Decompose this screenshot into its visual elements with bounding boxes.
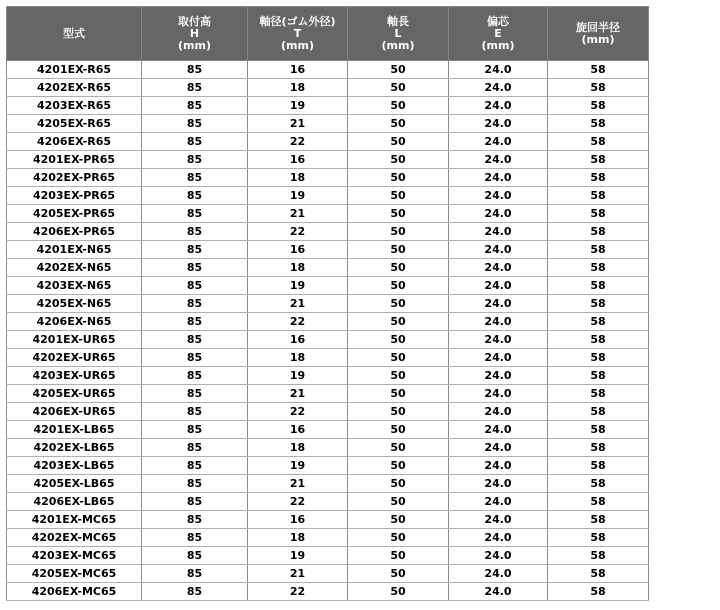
cell-mount-height: 85 bbox=[142, 133, 248, 151]
table-header bbox=[7, 7, 649, 61]
cell-swing-radius: 58 bbox=[548, 79, 649, 97]
cell-eccentricity: 24.0 bbox=[449, 511, 548, 529]
cell-swing-radius: 58 bbox=[548, 205, 649, 223]
cell-eccentricity: 24.0 bbox=[449, 223, 548, 241]
cell-eccentricity: 24.0 bbox=[449, 349, 548, 367]
cell-model: 4202EX-UR65 bbox=[7, 349, 142, 367]
cell-swing-radius: 58 bbox=[548, 187, 649, 205]
cell-mount-height: 85 bbox=[142, 403, 248, 421]
table-row bbox=[7, 133, 649, 151]
table-row bbox=[7, 61, 649, 79]
cell-shaft-diameter: 21 bbox=[248, 385, 348, 403]
cell-mount-height: 85 bbox=[142, 79, 248, 97]
cell-model: 4203EX-PR65 bbox=[7, 187, 142, 205]
cell-model: 4206EX-UR65 bbox=[7, 403, 142, 421]
cell-model: 4202EX-N65 bbox=[7, 259, 142, 277]
cell-shaft-length: 50 bbox=[348, 313, 449, 331]
cell-shaft-diameter: 16 bbox=[248, 421, 348, 439]
cell-mount-height: 85 bbox=[142, 457, 248, 475]
cell-model: 4202EX-R65 bbox=[7, 79, 142, 97]
cell-eccentricity: 24.0 bbox=[449, 367, 548, 385]
header-line: 軸径(ゴム外径) bbox=[259, 14, 336, 28]
table-row bbox=[7, 187, 649, 205]
cell-mount-height: 85 bbox=[142, 367, 248, 385]
cell-mount-height: 85 bbox=[142, 151, 248, 169]
cell-model: 4206EX-PR65 bbox=[7, 223, 142, 241]
table-row bbox=[7, 367, 649, 385]
cell-mount-height: 85 bbox=[142, 583, 248, 601]
table-row bbox=[7, 169, 649, 187]
cell-swing-radius: 58 bbox=[548, 565, 649, 583]
cell-shaft-length: 50 bbox=[348, 259, 449, 277]
cell-shaft-diameter: 19 bbox=[248, 457, 348, 475]
header-line: 軸長 bbox=[387, 14, 409, 28]
cell-swing-radius: 58 bbox=[548, 313, 649, 331]
cell-eccentricity: 24.0 bbox=[449, 565, 548, 583]
cell-model: 4202EX-PR65 bbox=[7, 169, 142, 187]
cell-shaft-diameter: 19 bbox=[248, 97, 348, 115]
cell-shaft-length: 50 bbox=[348, 583, 449, 601]
table-row bbox=[7, 313, 649, 331]
cell-shaft-diameter: 19 bbox=[248, 367, 348, 385]
cell-shaft-diameter: 16 bbox=[248, 331, 348, 349]
cell-shaft-diameter: 16 bbox=[248, 241, 348, 259]
cell-swing-radius: 58 bbox=[548, 97, 649, 115]
cell-model: 4205EX-PR65 bbox=[7, 205, 142, 223]
header-line: (mm) bbox=[281, 38, 314, 52]
cell-eccentricity: 24.0 bbox=[449, 151, 548, 169]
cell-shaft-diameter: 21 bbox=[248, 565, 348, 583]
cell-shaft-length: 50 bbox=[348, 493, 449, 511]
header-shaft-length bbox=[348, 7, 449, 61]
cell-model: 4205EX-UR65 bbox=[7, 385, 142, 403]
table-row bbox=[7, 97, 649, 115]
cell-eccentricity: 24.0 bbox=[449, 259, 548, 277]
cell-eccentricity: 24.0 bbox=[449, 277, 548, 295]
cell-eccentricity: 24.0 bbox=[449, 457, 548, 475]
cell-mount-height: 85 bbox=[142, 61, 248, 79]
cell-mount-height: 85 bbox=[142, 547, 248, 565]
cell-shaft-length: 50 bbox=[348, 187, 449, 205]
header-line: (mm) bbox=[178, 38, 211, 52]
cell-shaft-length: 50 bbox=[348, 457, 449, 475]
cell-mount-height: 85 bbox=[142, 349, 248, 367]
table-row bbox=[7, 79, 649, 97]
cell-model: 4201EX-MC65 bbox=[7, 511, 142, 529]
cell-shaft-length: 50 bbox=[348, 403, 449, 421]
cell-eccentricity: 24.0 bbox=[449, 439, 548, 457]
cell-model: 4205EX-LB65 bbox=[7, 475, 142, 493]
table-row bbox=[7, 151, 649, 169]
cell-eccentricity: 24.0 bbox=[449, 331, 548, 349]
cell-swing-radius: 58 bbox=[548, 151, 649, 169]
cell-eccentricity: 24.0 bbox=[449, 79, 548, 97]
cell-eccentricity: 24.0 bbox=[449, 583, 548, 601]
cell-shaft-diameter: 21 bbox=[248, 475, 348, 493]
cell-eccentricity: 24.0 bbox=[449, 61, 548, 79]
cell-shaft-length: 50 bbox=[348, 421, 449, 439]
cell-eccentricity: 24.0 bbox=[449, 115, 548, 133]
cell-mount-height: 85 bbox=[142, 421, 248, 439]
cell-mount-height: 85 bbox=[142, 169, 248, 187]
cell-model: 4202EX-MC65 bbox=[7, 529, 142, 547]
cell-eccentricity: 24.0 bbox=[449, 205, 548, 223]
cell-swing-radius: 58 bbox=[548, 493, 649, 511]
cell-shaft-length: 50 bbox=[348, 115, 449, 133]
table-row bbox=[7, 511, 649, 529]
cell-mount-height: 85 bbox=[142, 385, 248, 403]
cell-model: 4201EX-UR65 bbox=[7, 331, 142, 349]
cell-mount-height: 85 bbox=[142, 115, 248, 133]
cell-mount-height: 85 bbox=[142, 205, 248, 223]
cell-model: 4202EX-LB65 bbox=[7, 439, 142, 457]
cell-swing-radius: 58 bbox=[548, 367, 649, 385]
cell-shaft-diameter: 19 bbox=[248, 277, 348, 295]
cell-swing-radius: 58 bbox=[548, 295, 649, 313]
cell-shaft-diameter: 22 bbox=[248, 493, 348, 511]
header-line: L bbox=[394, 26, 402, 40]
header-shaft-diameter bbox=[248, 7, 348, 61]
cell-shaft-length: 50 bbox=[348, 385, 449, 403]
cell-swing-radius: 58 bbox=[548, 133, 649, 151]
table-row bbox=[7, 565, 649, 583]
cell-mount-height: 85 bbox=[142, 277, 248, 295]
cell-swing-radius: 58 bbox=[548, 385, 649, 403]
cell-swing-radius: 58 bbox=[548, 331, 649, 349]
cell-swing-radius: 58 bbox=[548, 223, 649, 241]
table-row bbox=[7, 475, 649, 493]
cell-shaft-diameter: 18 bbox=[248, 169, 348, 187]
cell-swing-radius: 58 bbox=[548, 511, 649, 529]
cell-shaft-length: 50 bbox=[348, 565, 449, 583]
cell-shaft-diameter: 16 bbox=[248, 61, 348, 79]
cell-shaft-length: 50 bbox=[348, 295, 449, 313]
cell-shaft-diameter: 18 bbox=[248, 529, 348, 547]
cell-model: 4203EX-UR65 bbox=[7, 367, 142, 385]
cell-mount-height: 85 bbox=[142, 187, 248, 205]
cell-eccentricity: 24.0 bbox=[449, 403, 548, 421]
cell-shaft-length: 50 bbox=[348, 511, 449, 529]
cell-shaft-diameter: 18 bbox=[248, 79, 348, 97]
cell-shaft-diameter: 19 bbox=[248, 187, 348, 205]
cell-model: 4201EX-R65 bbox=[7, 61, 142, 79]
cell-shaft-length: 50 bbox=[348, 475, 449, 493]
cell-mount-height: 85 bbox=[142, 565, 248, 583]
cell-swing-radius: 58 bbox=[548, 115, 649, 133]
cell-eccentricity: 24.0 bbox=[449, 187, 548, 205]
cell-model: 4205EX-N65 bbox=[7, 295, 142, 313]
table-row bbox=[7, 349, 649, 367]
cell-model: 4201EX-LB65 bbox=[7, 421, 142, 439]
cell-model: 4206EX-N65 bbox=[7, 313, 142, 331]
cell-shaft-length: 50 bbox=[348, 349, 449, 367]
table-row bbox=[7, 439, 649, 457]
cell-mount-height: 85 bbox=[142, 493, 248, 511]
cell-swing-radius: 58 bbox=[548, 439, 649, 457]
cell-mount-height: 85 bbox=[142, 529, 248, 547]
cell-mount-height: 85 bbox=[142, 97, 248, 115]
cell-model: 4203EX-R65 bbox=[7, 97, 142, 115]
table-row bbox=[7, 403, 649, 421]
header-line: T bbox=[293, 26, 302, 40]
table-row bbox=[7, 547, 649, 565]
header-line: H bbox=[189, 26, 200, 40]
table-row bbox=[7, 115, 649, 133]
cell-model: 4206EX-LB65 bbox=[7, 493, 142, 511]
cell-eccentricity: 24.0 bbox=[449, 313, 548, 331]
cell-shaft-diameter: 22 bbox=[248, 403, 348, 421]
cell-model: 4206EX-R65 bbox=[7, 133, 142, 151]
table-body bbox=[7, 61, 649, 601]
cell-eccentricity: 24.0 bbox=[449, 385, 548, 403]
cell-model: 4203EX-N65 bbox=[7, 277, 142, 295]
cell-shaft-length: 50 bbox=[348, 97, 449, 115]
spec-table bbox=[6, 6, 649, 601]
cell-model: 4203EX-MC65 bbox=[7, 547, 142, 565]
cell-eccentricity: 24.0 bbox=[449, 493, 548, 511]
cell-swing-radius: 58 bbox=[548, 403, 649, 421]
table-row bbox=[7, 295, 649, 313]
cell-eccentricity: 24.0 bbox=[449, 97, 548, 115]
cell-shaft-length: 50 bbox=[348, 79, 449, 97]
cell-eccentricity: 24.0 bbox=[449, 529, 548, 547]
header-line: (mm) bbox=[581, 32, 615, 46]
cell-mount-height: 85 bbox=[142, 223, 248, 241]
cell-swing-radius: 58 bbox=[548, 583, 649, 601]
header-line: 旋回半径 bbox=[576, 20, 620, 34]
cell-shaft-length: 50 bbox=[348, 205, 449, 223]
cell-swing-radius: 58 bbox=[548, 529, 649, 547]
header-line: 型式 bbox=[63, 26, 85, 40]
table-row bbox=[7, 223, 649, 241]
cell-shaft-diameter: 22 bbox=[248, 583, 348, 601]
cell-swing-radius: 58 bbox=[548, 475, 649, 493]
cell-eccentricity: 24.0 bbox=[449, 133, 548, 151]
cell-shaft-length: 50 bbox=[348, 169, 449, 187]
cell-swing-radius: 58 bbox=[548, 547, 649, 565]
cell-shaft-diameter: 22 bbox=[248, 133, 348, 151]
cell-swing-radius: 58 bbox=[548, 349, 649, 367]
header-model bbox=[7, 7, 142, 61]
cell-shaft-length: 50 bbox=[348, 331, 449, 349]
table-row bbox=[7, 583, 649, 601]
cell-shaft-diameter: 21 bbox=[248, 205, 348, 223]
table-row bbox=[7, 277, 649, 295]
header-line: 取付高 bbox=[178, 14, 211, 28]
cell-model: 4201EX-N65 bbox=[7, 241, 142, 259]
cell-shaft-diameter: 21 bbox=[248, 115, 348, 133]
cell-model: 4205EX-R65 bbox=[7, 115, 142, 133]
cell-shaft-length: 50 bbox=[348, 223, 449, 241]
cell-swing-radius: 58 bbox=[548, 457, 649, 475]
cell-model: 4203EX-LB65 bbox=[7, 457, 142, 475]
table-row bbox=[7, 385, 649, 403]
cell-mount-height: 85 bbox=[142, 511, 248, 529]
cell-mount-height: 85 bbox=[142, 295, 248, 313]
table-row bbox=[7, 241, 649, 259]
cell-shaft-length: 50 bbox=[348, 547, 449, 565]
cell-mount-height: 85 bbox=[142, 475, 248, 493]
table-row bbox=[7, 259, 649, 277]
table-row bbox=[7, 529, 649, 547]
cell-eccentricity: 24.0 bbox=[449, 421, 548, 439]
cell-shaft-length: 50 bbox=[348, 61, 449, 79]
cell-shaft-length: 50 bbox=[348, 133, 449, 151]
cell-shaft-length: 50 bbox=[348, 439, 449, 457]
cell-shaft-diameter: 22 bbox=[248, 313, 348, 331]
cell-shaft-diameter: 16 bbox=[248, 151, 348, 169]
cell-shaft-length: 50 bbox=[348, 367, 449, 385]
header-eccentricity bbox=[449, 7, 548, 61]
header-swing-radius bbox=[548, 7, 649, 61]
cell-mount-height: 85 bbox=[142, 331, 248, 349]
cell-shaft-diameter: 18 bbox=[248, 439, 348, 457]
cell-swing-radius: 58 bbox=[548, 169, 649, 187]
cell-mount-height: 85 bbox=[142, 313, 248, 331]
table-row bbox=[7, 457, 649, 475]
cell-shaft-diameter: 21 bbox=[248, 295, 348, 313]
table-row bbox=[7, 421, 649, 439]
table-row bbox=[7, 205, 649, 223]
cell-model: 4206EX-MC65 bbox=[7, 583, 142, 601]
header-line: 偏芯 bbox=[487, 14, 509, 28]
cell-swing-radius: 58 bbox=[548, 241, 649, 259]
header-line: (mm) bbox=[481, 38, 515, 52]
table-row bbox=[7, 331, 649, 349]
table-row bbox=[7, 493, 649, 511]
header-line: E bbox=[494, 26, 502, 40]
cell-mount-height: 85 bbox=[142, 259, 248, 277]
cell-eccentricity: 24.0 bbox=[449, 475, 548, 493]
cell-eccentricity: 24.0 bbox=[449, 169, 548, 187]
cell-shaft-length: 50 bbox=[348, 529, 449, 547]
cell-model: 4201EX-PR65 bbox=[7, 151, 142, 169]
cell-swing-radius: 58 bbox=[548, 421, 649, 439]
cell-shaft-diameter: 18 bbox=[248, 349, 348, 367]
cell-shaft-length: 50 bbox=[348, 151, 449, 169]
header-mount-height bbox=[142, 7, 248, 61]
cell-swing-radius: 58 bbox=[548, 277, 649, 295]
cell-shaft-length: 50 bbox=[348, 241, 449, 259]
cell-model: 4205EX-MC65 bbox=[7, 565, 142, 583]
cell-eccentricity: 24.0 bbox=[449, 241, 548, 259]
cell-shaft-diameter: 19 bbox=[248, 547, 348, 565]
header-line: (mm) bbox=[381, 38, 415, 52]
cell-shaft-length: 50 bbox=[348, 277, 449, 295]
cell-shaft-diameter: 16 bbox=[248, 511, 348, 529]
cell-shaft-diameter: 22 bbox=[248, 223, 348, 241]
header-row bbox=[7, 7, 649, 61]
cell-eccentricity: 24.0 bbox=[449, 295, 548, 313]
cell-swing-radius: 58 bbox=[548, 61, 649, 79]
cell-swing-radius: 58 bbox=[548, 259, 649, 277]
cell-mount-height: 85 bbox=[142, 241, 248, 259]
cell-eccentricity: 24.0 bbox=[449, 547, 548, 565]
cell-shaft-diameter: 18 bbox=[248, 259, 348, 277]
cell-mount-height: 85 bbox=[142, 439, 248, 457]
